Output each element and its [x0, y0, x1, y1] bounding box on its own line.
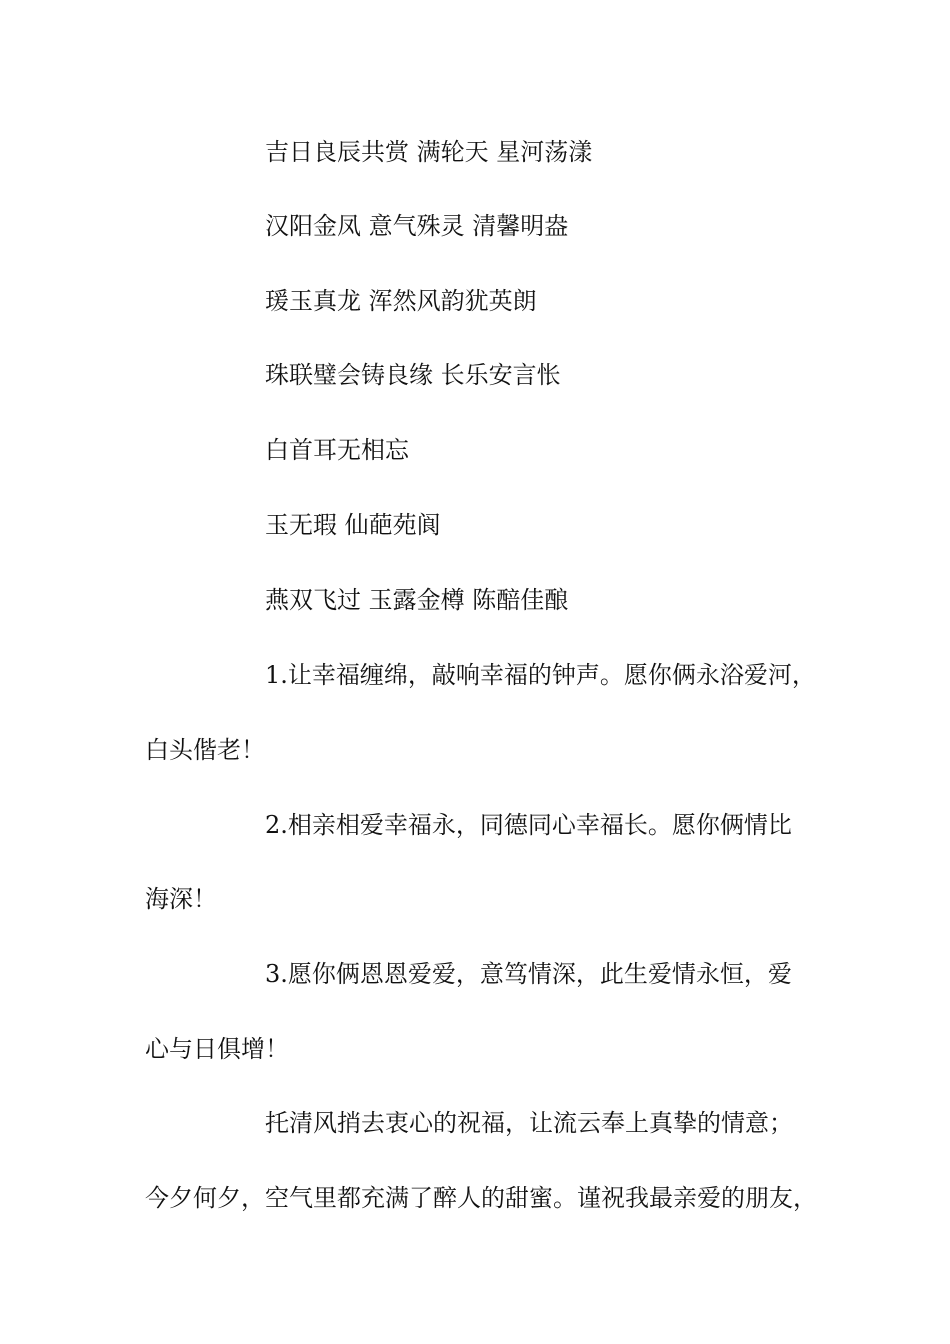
wish-1-first-line: 1.让幸福缠绵，敲响幸福的钟声。愿你俩永浴爱河，	[265, 661, 816, 689]
poem-line-7: 燕双飞过 玉露金樽 陈醅佳酿	[265, 586, 569, 614]
poem-line-2: 汉阳金凤 意气殊灵 清馨明盎	[265, 212, 569, 240]
wish-2-continuation: 海深！	[145, 885, 217, 913]
poem-line-3: 瑗玉真龙 浑然风韵犹英朗	[265, 287, 537, 315]
wish-3-first-line: 3.愿你俩恩恩爱爱，意笃情深，此生爱情永恒，爱	[265, 960, 792, 988]
closing-first-line: 托清风捎去衷心的祝福，让流云奉上真挚的情意；	[265, 1109, 793, 1137]
wish-2-first-line: 2.相亲相爱幸福永，同德同心幸福长。愿你俩情比	[265, 811, 792, 839]
closing-continuation: 今夕何夕，空气里都充满了醉人的甜蜜。谨祝我最亲爱的朋友，	[145, 1184, 817, 1212]
wish-3-continuation: 心与日俱增！	[145, 1035, 289, 1063]
wish-1-continuation: 白头偕老！	[145, 736, 265, 764]
poem-line-4: 珠联璧会铸良缘 长乐安言怅	[265, 361, 561, 389]
poem-line-6: 玉无瑕 仙葩苑阆	[265, 511, 441, 539]
poem-line-5: 白首耳无相忘	[265, 436, 409, 464]
poem-line-1: 吉日良辰共赏 满轮天 星河荡漾	[265, 138, 593, 166]
